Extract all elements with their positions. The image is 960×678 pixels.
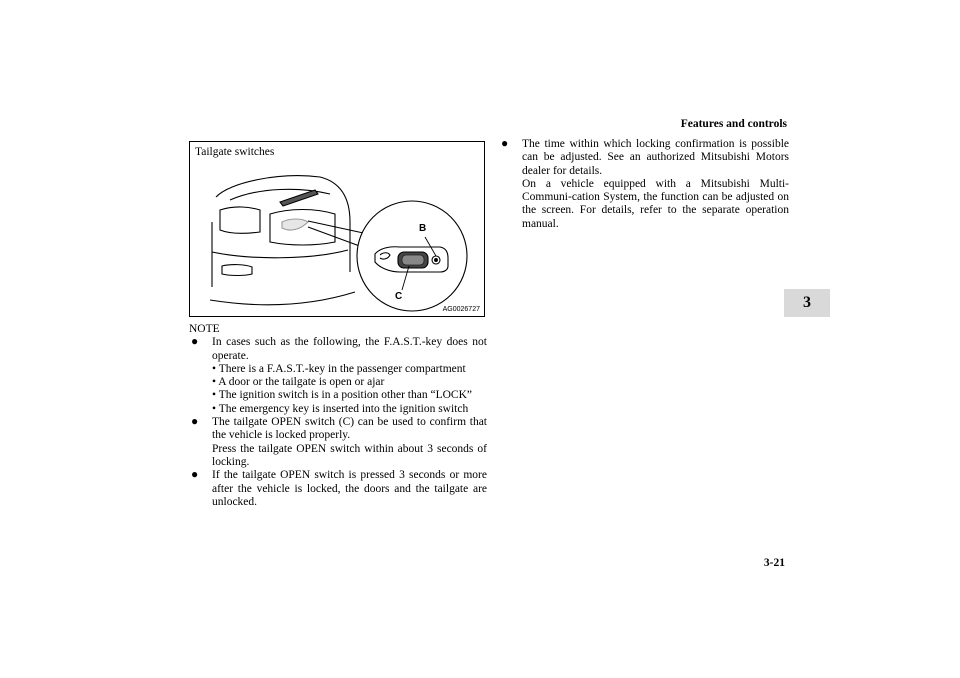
figure-code: AG0026727	[442, 306, 480, 313]
sub-item: • The emergency key is inserted into the ignition switch	[212, 402, 469, 415]
bullet-icon: ●	[501, 136, 509, 150]
note-bullet-1	[189, 336, 487, 416]
spoiler	[280, 190, 318, 206]
left-column	[189, 323, 487, 509]
callout-line-top	[308, 221, 368, 234]
tailgate-illustration	[190, 142, 485, 317]
label-b: B	[419, 223, 427, 234]
right-bullet	[499, 138, 789, 231]
bullet-icon: ●	[191, 334, 199, 349]
bumper-line	[212, 250, 348, 258]
sub-item: • There is a F.A.S.T.-key in the passenger compartment	[212, 362, 466, 375]
tail-light-left	[220, 207, 260, 233]
bullet-2-text-2: Press the tailgate OPEN switch within about 3 seconds of locking.	[212, 442, 487, 468]
note-bullet-2	[189, 416, 487, 469]
bullet-icon: ●	[191, 414, 199, 429]
figure-caption: Tailgate switches	[195, 146, 275, 158]
sub-item: • The ignition switch is in a position other than “LOCK”	[212, 389, 472, 402]
tailgate-figure	[189, 141, 485, 317]
note-bullet-3	[189, 469, 487, 509]
note-heading: NOTE	[189, 323, 220, 335]
bullet-3-text: If the tailgate OPEN switch is pressed 3 seconds or more after the vehicle is locked, the doors and the tailgate are unlocked.	[212, 469, 487, 508]
header-title: Features and controls	[680, 118, 787, 130]
reflector	[222, 265, 252, 276]
chapter-tab	[784, 289, 830, 317]
label-c: C	[395, 291, 403, 302]
bullet-1-text: In cases such as the following, the F.A.S.T.-key does not operate.	[212, 336, 487, 362]
plate-recess	[270, 210, 335, 246]
ground-line	[210, 292, 355, 305]
right-bullet-text-2: On a vehicle equipped with a Mitsubishi Multi-Communi-cation System, the function can be adjusted on the screen. For details, refer to the separate operation manual.	[522, 177, 789, 230]
bullet-2-text: The tailgate OPEN switch (C) can be used to confirm that the vehicle is locked properly.	[212, 416, 487, 442]
chapter-number: 3	[803, 294, 811, 311]
highlight-spot	[282, 219, 308, 230]
right-bullet-text: The time within which locking confirmation is possible can be adjusted. See an authorized Mitsubishi Motors dealer for details.	[522, 138, 789, 177]
page-number: 3-21	[763, 557, 785, 569]
sub-item: • A door or the tailgate is open or ajar	[212, 376, 385, 389]
bullet-icon: ●	[191, 467, 199, 482]
right-column	[499, 138, 789, 231]
